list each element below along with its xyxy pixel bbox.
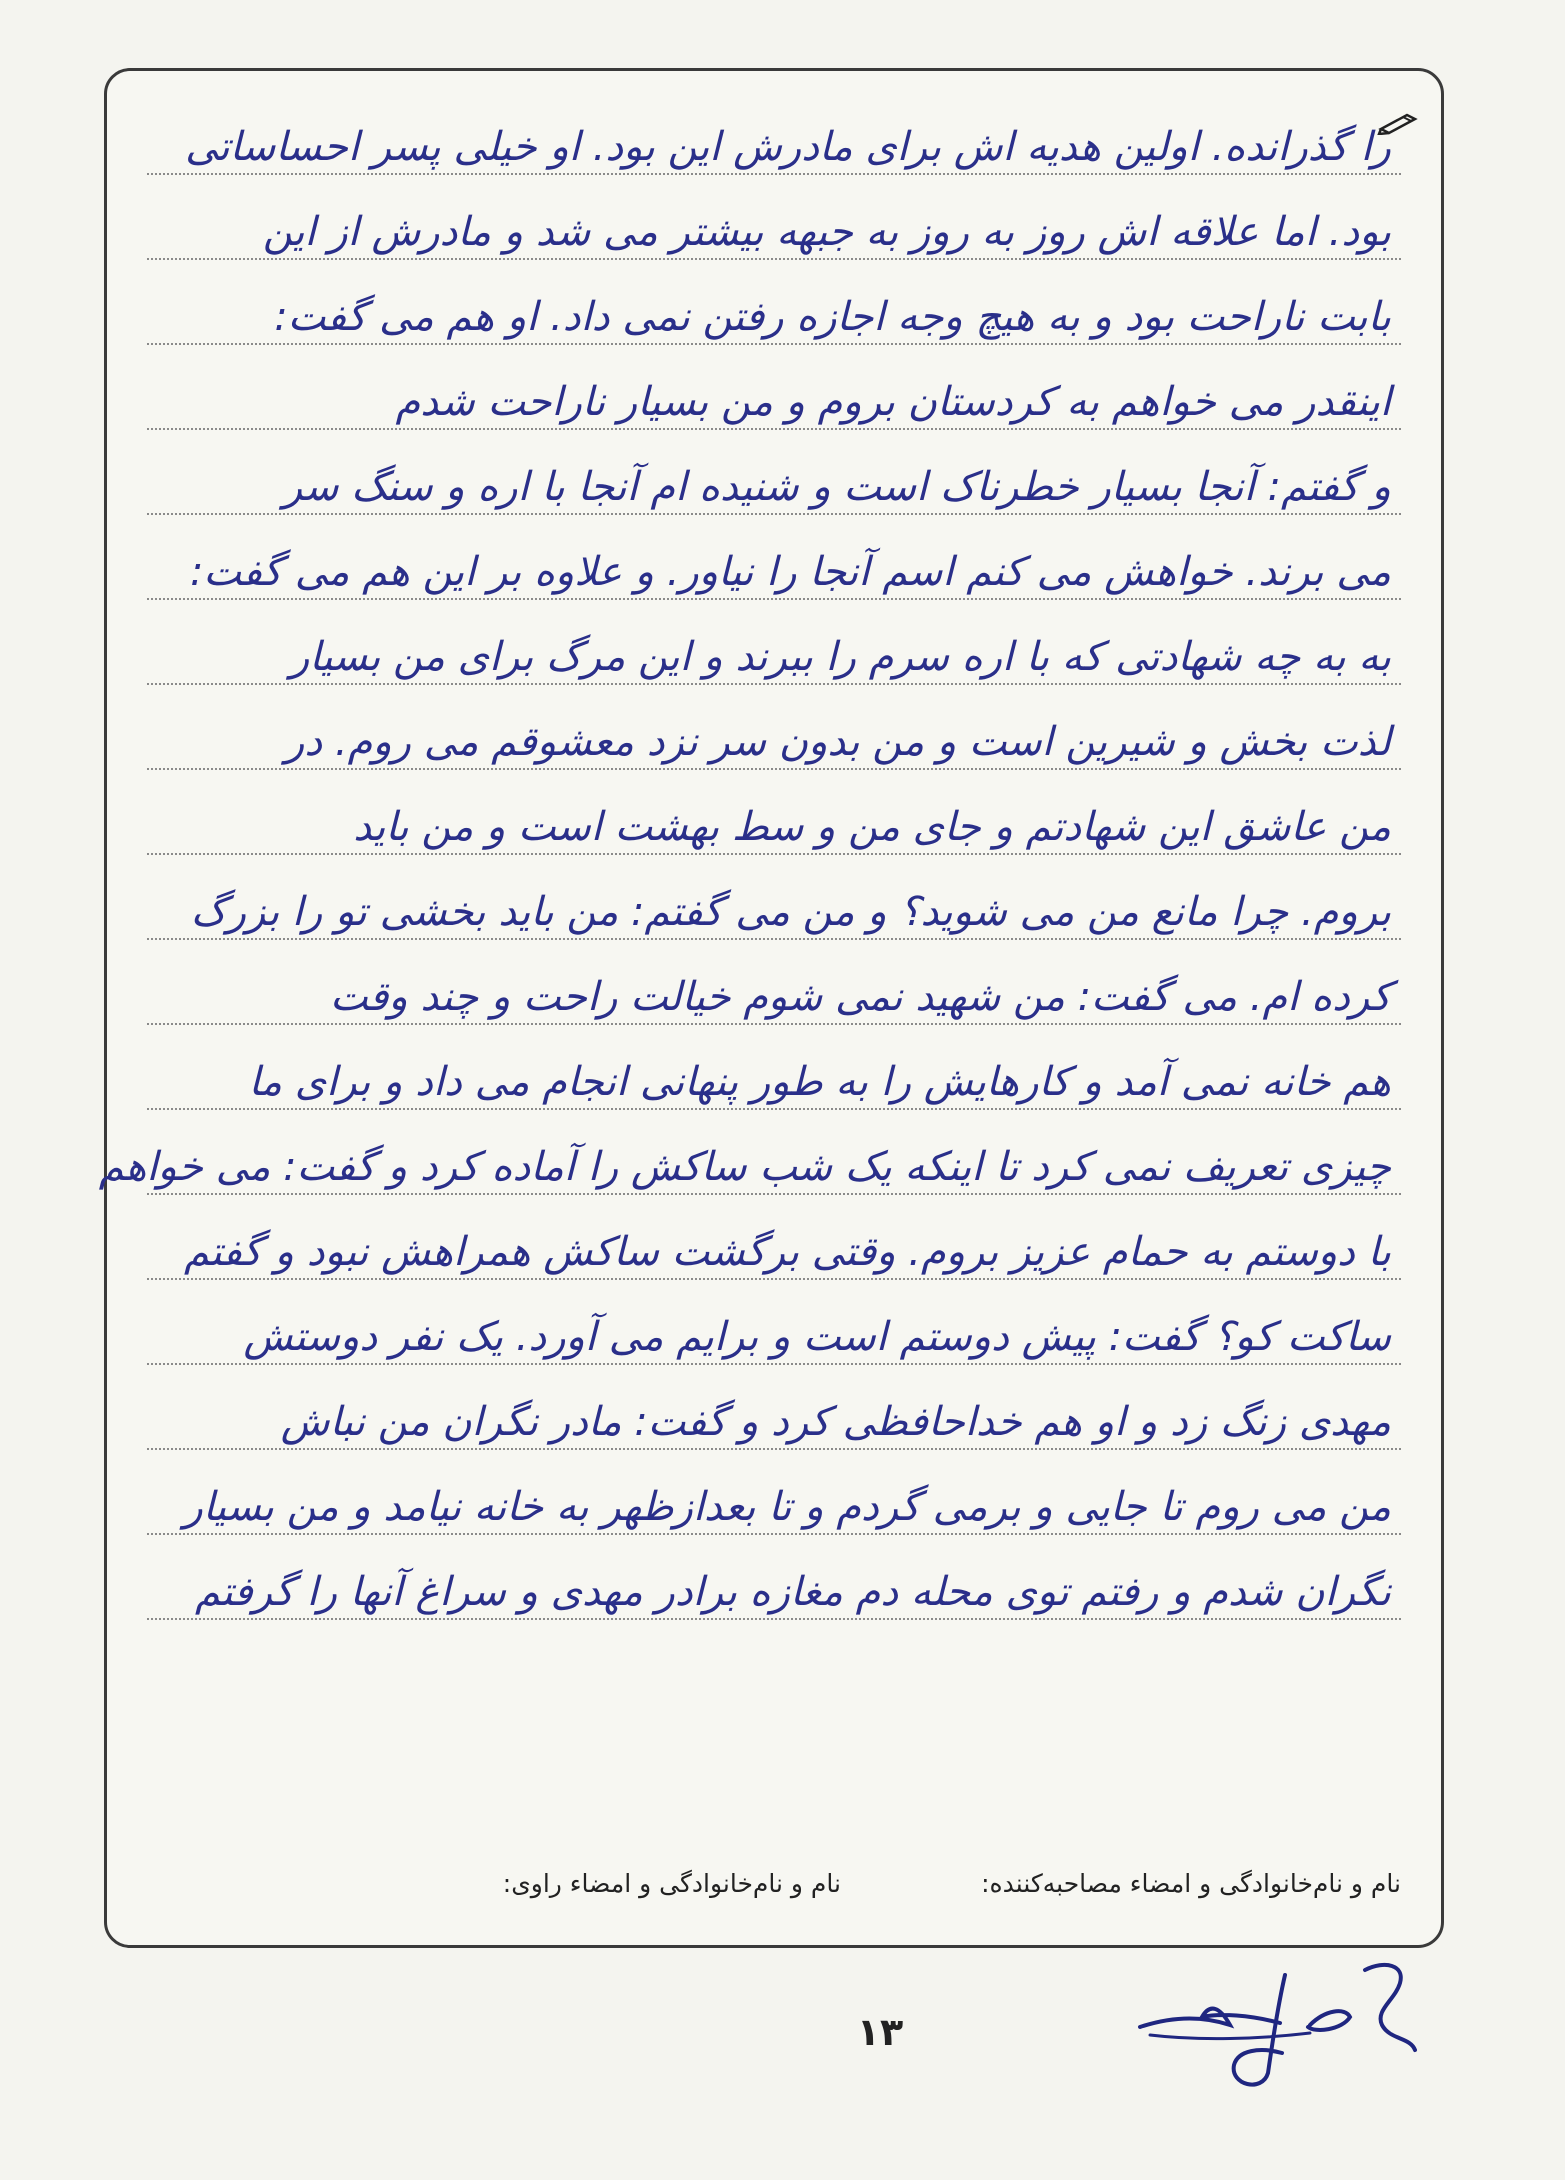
handwritten-line: هم خانه نمی آمد و کارهایش را به طور پنهانی انجام می داد و برای ما [248,1059,1391,1105]
handwritten-signature [1110,1955,1430,2095]
document-frame [98,68,1444,1948]
text-line [147,433,1401,515]
handwritten-line: مهدی زنگ زد و او هم خداحافظی کرد و گفت: مادر نگران من نباش [280,1399,1391,1445]
text-line [147,603,1401,685]
text-line [147,1453,1401,1535]
handwritten-line: می برند. خواهش می کنم اسم آنجا را نیاور. و علاوه بر این هم می گفت: [189,549,1391,595]
signature-labels [147,1861,1401,1911]
text-line [147,1368,1401,1450]
text-line [147,858,1401,940]
text-line [147,178,1401,260]
handwritten-line: من می روم تا جایی و برمی گردم و تا بعدازظهر به خانه نیامد و من بسیار [183,1484,1391,1530]
handwritten-line: نگران شدم و رفتم توی محله دم مغازه برادر مهدی و سراغ آنها را گرفتم [194,1569,1391,1615]
text-line [147,263,1401,345]
handwritten-line: را گذرانده. اولین هدیه اش برای مادرش این بود. او خیلی پسر احساساتی [185,124,1391,170]
text-line [147,1028,1401,1110]
text-line [147,688,1401,770]
text-line [147,1538,1401,1620]
handwritten-line: و گفتم: آنجا بسیار خطرناک است و شنیده ام آنجا با اره و سنگ سر [282,464,1391,510]
handwritten-line: به به چه شهادتی که با اره سرم را ببرند و این مرگ برای من بسیار [289,634,1391,680]
text-line [147,943,1401,1025]
handwritten-line: چیزی تعریف نمی کرد تا اینکه یک شب ساکش را آماده کرد و گفت: می خواهم [98,1144,1391,1190]
handwritten-line: بود. اما علاقه اش روز به روز به جبهه بیشتر می شد و مادرش از این [262,209,1391,255]
narrator-signature-label: نام و نام‌خانوادگی و امضاء راوی: [502,1869,841,1898]
text-line [98,1113,1401,1195]
interviewer-signature-label: نام و نام‌خانوادگی و امضاء مصاحبه‌کننده: [981,1869,1401,1898]
text-line [147,518,1401,600]
handwritten-text-area [98,71,1441,1945]
handwritten-line: اینقدر می خواهم به کردستان بروم و من بسیار ناراحت شدم [395,379,1391,425]
text-line [147,773,1401,855]
handwritten-line: ساکت کو؟ گفت: پیش دوستم است و برایم می آورد. یک نفر دوستش [243,1314,1391,1360]
handwritten-line: لذت بخش و شیرین است و من بدون سر نزد معشوقم می روم. در [285,719,1391,765]
handwritten-line: کرده ام. می گفت: من شهید نمی شوم خیالت راحت و چند وقت [330,974,1391,1020]
text-line [147,348,1401,430]
text-line [147,1283,1401,1365]
text-line [147,1198,1401,1280]
text-line [147,93,1401,175]
handwritten-line: با دوستم به حمام عزیز بروم. وقتی برگشت ساکش همراهش نبود و گفتم [183,1229,1391,1275]
handwritten-line: بابت ناراحت بود و به هیچ وجه اجازه رفتن نمی داد. او هم می گفت: [274,294,1391,340]
page-number: ۱۳ [856,2010,904,2054]
handwritten-line: بروم. چرا مانع من می شوید؟ و من می گفتم: من باید بخشی تو را بزرگ [190,889,1391,935]
handwritten-line: من عاشق این شهادتم و جای من و سط بهشت است و من باید [353,804,1391,850]
